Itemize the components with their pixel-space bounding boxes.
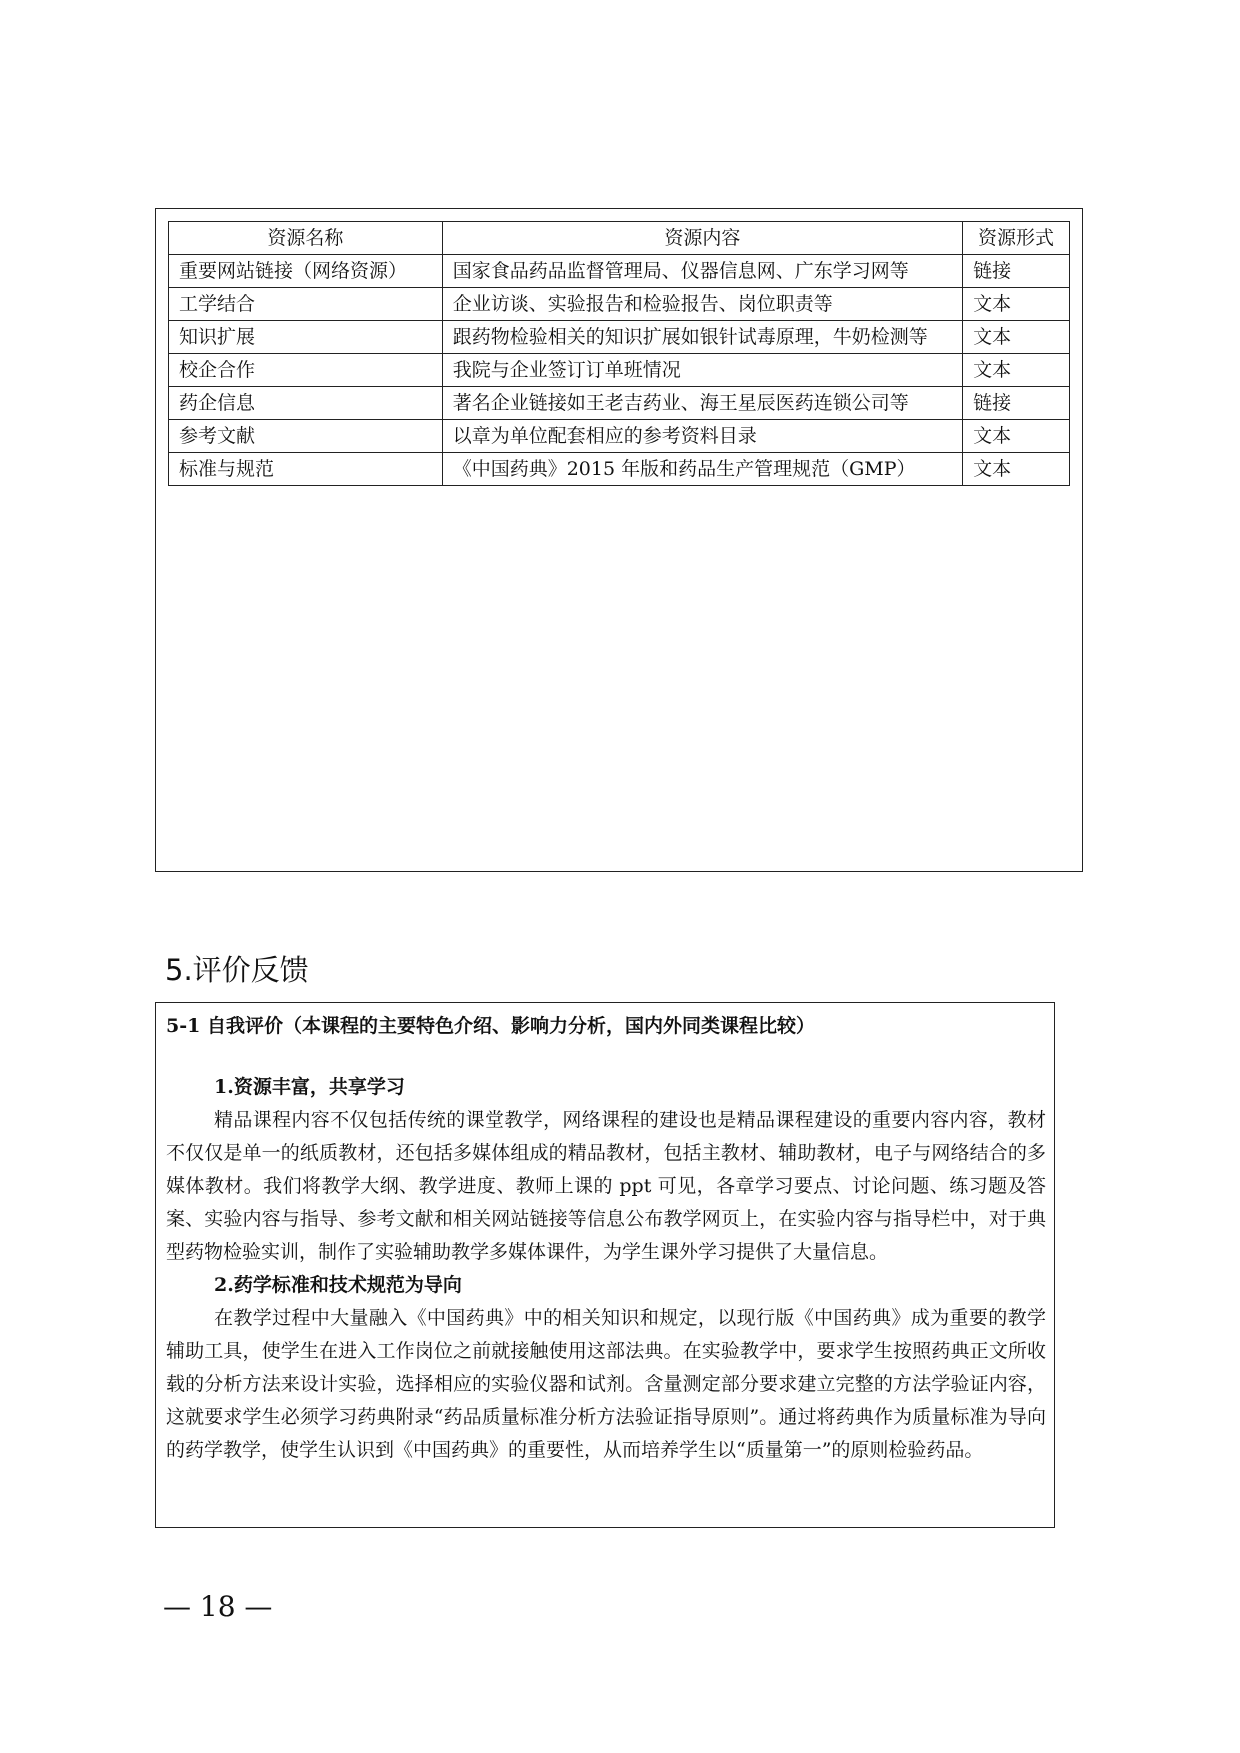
cell-form: 文本 — [963, 453, 1070, 486]
cell-name: 参考文献 — [169, 420, 443, 453]
subheading-resources: 1.资源丰富，共享学习 — [214, 1076, 405, 1098]
paragraph-standards: 在教学过程中大量融入《中国药典》中的相关知识和规定，以现行版《中国药典》成为重要的教学辅助工具，使学生在进入工作岗位之前就接触使用这部法典。在实验教学中，要求学生按照药典正文所收载的分析方法来设计实验，选择相应的实验仪器和试剂。含量测定部分要求建立完整的方法学验证内容，这就要求学生必须学习药典附录“药品质量标准分析方法验证指导原则”。通过将药典作为质量标准为导向的药学教学，使学生认识到《中国药典》的重要性，从而培养学生以“质量第一”的原则检验药品。 — [166, 1307, 1046, 1461]
evaluation-body — [166, 1071, 1046, 1467]
cell-name: 校企合作 — [169, 354, 443, 387]
header-resource-content: 资源内容 — [442, 222, 962, 255]
cell-form: 文本 — [963, 321, 1070, 354]
cell-content: 我院与企业签订订单班情况 — [442, 354, 962, 387]
cell-form: 链接 — [963, 255, 1070, 288]
evaluation-box — [155, 1002, 1055, 1528]
cell-content: 跟药物检验相关的知识扩展如银针试毒原理，牛奶检测等 — [442, 321, 962, 354]
evaluation-header: 5-1 自我评价（本课程的主要特色介绍、影响力分析，国内外同类课程比较） — [166, 1015, 815, 1037]
cell-content: 著名企业链接如王老吉药业、海王星辰医药连锁公司等 — [442, 387, 962, 420]
resource-table — [168, 221, 1070, 486]
table-header-row — [169, 222, 1070, 255]
table-row — [169, 420, 1070, 453]
cell-name: 药企信息 — [169, 387, 443, 420]
table-row — [169, 255, 1070, 288]
cell-name: 重要网站链接（网络资源） — [169, 255, 443, 288]
page-number: — 18 — — [163, 1590, 273, 1623]
cell-content: 企业访谈、实验报告和检验报告、岗位职责等 — [442, 288, 962, 321]
header-resource-form: 资源形式 — [963, 222, 1070, 255]
table-row — [169, 321, 1070, 354]
subheading-standards: 2.药学标准和技术规范为导向 — [214, 1274, 462, 1296]
cell-form: 链接 — [963, 387, 1070, 420]
cell-content: 国家食品药品监督管理局、仪器信息网、广东学习网等 — [442, 255, 962, 288]
table-row — [169, 354, 1070, 387]
table-row — [169, 288, 1070, 321]
header-resource-name: 资源名称 — [169, 222, 443, 255]
cell-name: 工学结合 — [169, 288, 443, 321]
paragraph-resources: 精品课程内容不仅包括传统的课堂教学，网络课程的建设也是精品课程建设的重要内容内容，教材不仅仅是单一的纸质教材，还包括多媒体组成的精品教材，包括主教材、辅助教材，电子与网络结合的多媒体教材。我们将教学大纲、教学进度、教师上课的 ppt 可见，各章学习要点、讨论问题、练习题及答案、实验内容与指导、参考文献和相关网站链接等信息公布教学网页上，在实验内容与指导栏中，对于典型药物检验实训，制作了实验辅助教学多媒体课件，为学生课外学习提供了大量信息。 — [166, 1109, 1046, 1263]
cell-form: 文本 — [963, 288, 1070, 321]
section-title: 5.评价反馈 — [165, 953, 309, 987]
cell-form: 文本 — [963, 354, 1070, 387]
cell-content: 《中国药典》2015 年版和药品生产管理规范（GMP） — [442, 453, 962, 486]
cell-name: 知识扩展 — [169, 321, 443, 354]
table-row — [169, 387, 1070, 420]
cell-form: 文本 — [963, 420, 1070, 453]
resource-box — [155, 208, 1083, 872]
cell-content: 以章为单位配套相应的参考资料目录 — [442, 420, 962, 453]
table-row — [169, 453, 1070, 486]
cell-name: 标准与规范 — [169, 453, 443, 486]
